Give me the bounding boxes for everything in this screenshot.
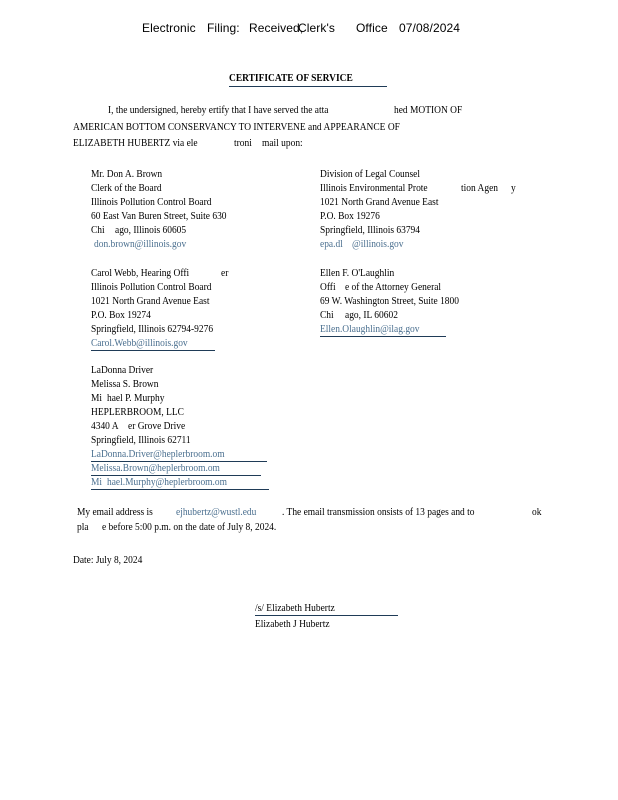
- date-line: Date: July 8, 2024: [73, 555, 143, 566]
- olaughlin-line-office-a: Offi: [320, 282, 336, 293]
- webb-line-name-b: er: [221, 268, 229, 279]
- legal-line-pobox: P.O. Box 19276: [320, 211, 380, 222]
- header-date: 07/08/2024: [399, 21, 461, 35]
- legal-line-agency-c: y: [511, 183, 516, 194]
- webb-line-name-a: Carol Webb, Hearing Offi: [91, 268, 190, 279]
- header-word-electronic: Electronic: [142, 21, 196, 35]
- hepler-line-brown: Melissa S. Brown: [91, 379, 159, 390]
- header-word-office: Office: [356, 21, 388, 35]
- hepler-line-murphy-b: hael P. Murphy: [107, 393, 165, 404]
- olaughlin-line-city-b: ago, IL 60602: [345, 310, 398, 321]
- signature-underline: [255, 615, 398, 616]
- hepler-line-firm: HEPLERBROOM, LLC: [91, 407, 184, 418]
- legal-email-part-b[interactable]: @illinois.gov: [352, 239, 404, 250]
- header-word-received: Received,: [249, 21, 304, 35]
- hepler-email-murphy-b[interactable]: hael.Murphy@heplerbroom.om: [107, 477, 227, 488]
- legal-email-part-a[interactable]: epa.dl: [320, 239, 343, 250]
- hepler-line-city: Springfield, Illinois 62711: [91, 435, 191, 446]
- brown-line-city-b: ago, Illinois 60605: [115, 225, 187, 236]
- webb-line-pobox: P.O. Box 19274: [91, 310, 151, 321]
- olaughlin-line-street: 69 W. Washington Street, Suite 1800: [320, 296, 459, 307]
- legal-line-street: 1021 North Grand Avenue East: [320, 197, 439, 208]
- title-underline: [229, 86, 387, 87]
- hepler-email-driver-underline: [91, 461, 267, 462]
- hepler-email-murphy-underline: [91, 489, 269, 490]
- hepler-email-brown-underline: [91, 475, 261, 476]
- olaughlin-email-underline: [320, 336, 446, 337]
- webb-line-city: Springfield, Illinois 62794-9276: [91, 324, 214, 335]
- webb-email-link[interactable]: Carol.Webb@illinois.gov: [91, 338, 188, 349]
- hepler-email-murphy-a[interactable]: Mi: [91, 477, 103, 488]
- intro-line-2: AMERICAN BOTTOM CONSERVANCY TO INTERVENE and APPEARANCE OF: [73, 122, 400, 133]
- hepler-email-brown[interactable]: Melissa.Brown@heplerbroom.om: [91, 463, 220, 474]
- certificate-title: CERTIFICATE OF SERVICE: [229, 73, 353, 84]
- hepler-email-driver[interactable]: LaDonna.Driver@heplerbroom.om: [91, 449, 225, 460]
- signature-sig: /s/ Elizabeth Hubertz: [255, 603, 335, 614]
- brown-line-street: 60 East Van Buren Street, Suite 630: [91, 211, 227, 222]
- olaughlin-line-name: Ellen F. O'Laughlin: [320, 268, 395, 279]
- hepler-line-street-a: 4340 A: [91, 421, 119, 432]
- webb-line-org: Illinois Pollution Control Board: [91, 282, 212, 293]
- intro-line-3a: ELIZABETH HUBERTZ via ele: [73, 138, 198, 149]
- brown-line-city-a: Chi: [91, 225, 105, 236]
- legal-line-agency-a: Illinois Environmental Prote: [320, 183, 428, 194]
- legal-line-agency-b: tion Agen: [461, 183, 499, 194]
- brown-line-org: Illinois Pollution Control Board: [91, 197, 212, 208]
- brown-email-link[interactable]: don.brown@illinois.gov: [94, 239, 187, 250]
- email-stmt-e: e before 5:00 p.m. on the date of July 8, 2024.: [102, 522, 277, 533]
- intro-line-1a: I, the undersigned, hereby ertify that I have served the atta: [108, 105, 329, 116]
- intro-line-1b: hed MOTION OF: [394, 105, 463, 116]
- olaughlin-line-office-b: e of the Attorney General: [345, 282, 442, 293]
- olaughlin-line-city-a: Chi: [320, 310, 334, 321]
- brown-line-name: Mr. Don A. Brown: [91, 169, 163, 180]
- legal-line-city: Springfield, Illinois 63794: [320, 225, 421, 236]
- email-stmt-d: pla: [77, 522, 89, 533]
- hepler-line-driver: LaDonna Driver: [91, 365, 154, 376]
- signature-name: Elizabeth J Hubertz: [255, 619, 330, 630]
- intro-line-3b: troni: [234, 138, 252, 149]
- webb-line-street: 1021 North Grand Avenue East: [91, 296, 210, 307]
- hepler-line-street-b: er Grove Drive: [128, 421, 186, 432]
- legal-line-division: Division of Legal Counsel: [320, 169, 421, 180]
- hepler-line-murphy-a: Mi: [91, 393, 103, 404]
- webb-email-underline: [91, 350, 215, 351]
- olaughlin-email-link[interactable]: Ellen.Olaughlin@ilag.gov: [320, 324, 420, 335]
- header-word-filing: Filing:: [207, 21, 240, 35]
- intro-line-3c: mail upon:: [262, 138, 303, 149]
- email-stmt-b: . The email transmission onsists of 13 pages and to: [282, 507, 475, 518]
- email-stmt-a: My email address is: [77, 507, 153, 518]
- header-word-clerks: Clerk's: [298, 21, 335, 35]
- email-stmt-c: ok: [532, 507, 542, 518]
- email-stmt-address[interactable]: ejhubertz@wustl.edu: [176, 507, 257, 518]
- brown-line-title: Clerk of the Board: [91, 183, 162, 194]
